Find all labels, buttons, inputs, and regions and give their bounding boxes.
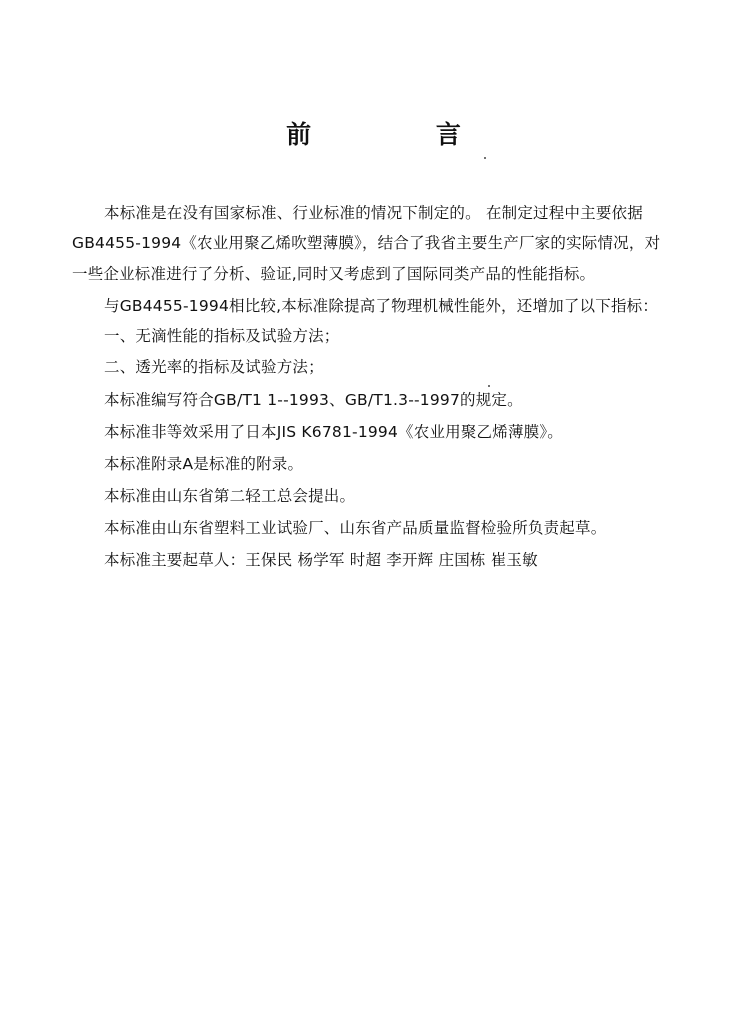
list-item-1: 一、无滴性能的指标及试验方法；	[104, 327, 340, 345]
paragraph-line-7: 本标准附录A是标准的附录。	[104, 455, 304, 473]
page-title: 前 言	[286, 120, 519, 149]
scan-speck	[488, 385, 490, 387]
paragraph-line-2: GB4455-1994《农业用聚乙烯吹塑薄膜》，结合了我省主要生产厂家的实际情况，对	[72, 234, 661, 252]
scan-speck	[484, 157, 486, 159]
paragraph-line-6: 本标准非等效采用了日本JIS K6781-1994《农业用聚乙烯薄膜》。	[104, 423, 564, 441]
paragraph-line-3: 一些企业标准进行了分析、验证,同时又考虑到了国际同类产品的性能指标。	[72, 265, 596, 283]
paragraph-line-1: 本标准是在没有国家标准、行业标准的情况下制定的。 在制定过程中主要依据	[104, 204, 643, 222]
paragraph-line-8: 本标准由山东省第二轻工总会提出。	[104, 487, 356, 505]
paragraph-line-5: 本标准编写符合GB/T1 1--1993、GB/T1.3--1997的规定。	[104, 391, 523, 409]
list-item-2: 二、透光率的指标及试验方法；	[104, 358, 324, 376]
paragraph-line-9: 本标准由山东省塑料工业试验厂、山东省产品质量监督检验所负责起草。	[104, 519, 607, 537]
drafters-line: 本标准主要起草人：王保民 杨学军 时超 李开辉 庄国栋 崔玉敏	[104, 551, 538, 569]
paragraph-line-4: 与GB4455-1994相比较,本标准除提高了物理机械性能外，还增加了以下指标：	[104, 297, 659, 315]
